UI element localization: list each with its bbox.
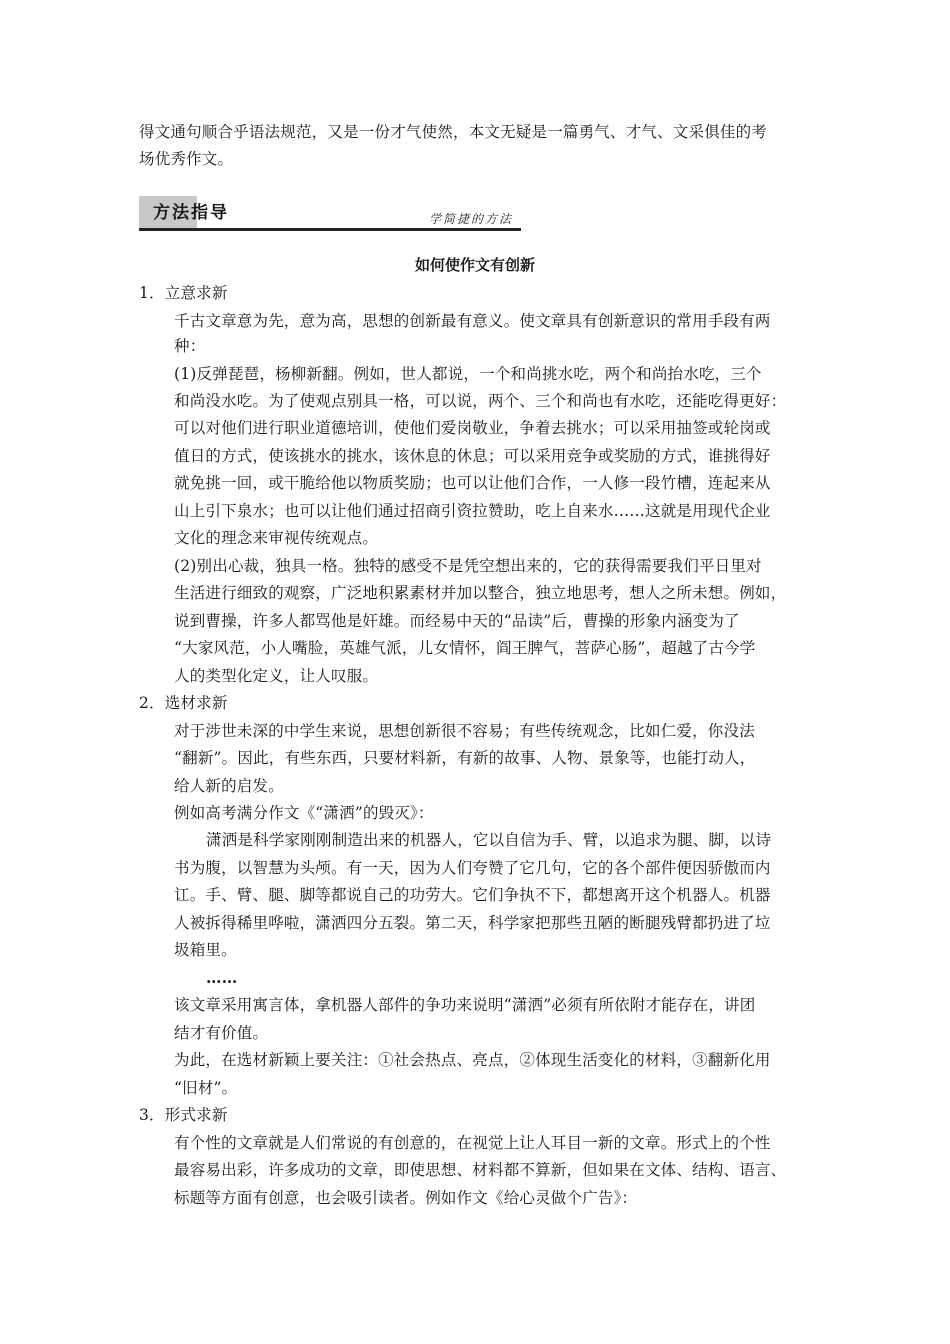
paragraph-line: 给人新的启发。 [174, 777, 284, 795]
intro-line: 场优秀作文。 [139, 150, 234, 168]
paragraph-line: 说到曹操，许多人都骂他是奸雄。而经易中天的“品读”后，曹操的形象内涵变为了 [174, 612, 740, 630]
paragraph-line: “翻新”。因此，有些东西，只要材料新，有新的故事、人物、景象等，也能打动人， [174, 749, 756, 767]
paragraph-line: (1)反弹琵琶，杨柳新翻。例如，世人都说，一个和尚挑水吃，两个和尚抬水吃，三个 [174, 365, 762, 383]
paragraph-line: 最容易出彩，许多成功的文章，即使思想、材料都不算新，但如果在文体、结构、语言、 [174, 1161, 787, 1179]
paragraph-line: 千古文章意为先，意为高，思想的创新最有意义。使文章具有创新意识的常用手段有两 [174, 312, 771, 330]
paragraph-line: 该文章采用寓言体，拿机器人部件的争功来说明“潇洒”必须有所依附才能存在，讲团 [174, 996, 756, 1014]
heading-3: 3．形式求新 [139, 1106, 228, 1124]
quote-line: 人被拆得稀里哗啦，潇洒四分五裂。第二天，科学家把那些丑陋的断腿残臂都扔进了垃 [174, 914, 771, 932]
intro-line: 得文通句顺合乎语法规范，又是一份才气使然，本文无疑是一篇勇气、才气、文采俱佳的考 [139, 123, 768, 141]
paragraph-line: “旧材”。 [174, 1079, 238, 1097]
section-divider [139, 228, 521, 231]
ellipsis: …… [206, 968, 238, 987]
paragraph-line: 为此，在选材新颖上要关注：①社会热点、亮点，②体现生活变化的材料，③翻新化用 [174, 1051, 771, 1069]
heading-2: 2．选材求新 [139, 694, 228, 712]
paragraph-line: 对于涉世未深的中学生来说，思想创新很不容易；有些传统观念，比如仁爱，你没法 [174, 722, 755, 740]
article-title: 如何使作文有创新 [414, 256, 535, 274]
quote-line: 讧。手、臂、腿、脚等都说自己的功劳大。它们争执不下，都想离开这个机器人。机器 [174, 886, 771, 904]
paragraph-line: 就免挑一回，或干脆给他以物质奖励；也可以让他们合作，一人修一段竹槽，连起来从 [174, 474, 771, 492]
section-title: 方法指导 [153, 203, 229, 223]
paragraph-line: (2)别出心裁，独具一格。独特的感受不是凭空想出来的，它的获得需要我们平日里对 [174, 557, 762, 575]
heading-1: 1．立意求新 [139, 284, 228, 302]
paragraph-line: 人的类型化定义，让人叹服。 [174, 667, 379, 685]
paragraph-line: 标题等方面有创意，也会吸引读者。例如作文《给心灵做个广告》： [174, 1189, 638, 1207]
quote-line: 潇洒是科学家刚刚制造出来的机器人，它以自信为手、臂，以追求为腿、脚，以诗 [206, 831, 772, 849]
section-header [139, 196, 521, 232]
quote-line: 圾箱里。 [174, 941, 237, 959]
paragraph-line: 值日的方式，使该挑水的挑水，该休息的休息；可以采用竞争或奖励的方式，谁挑得好 [174, 447, 771, 465]
paragraph-line: “大家风范，小人嘴脸，英雄气派，儿女情怀，阎王脾气，菩萨心肠”，超越了古今学 [174, 639, 756, 657]
paragraph-line: 和尚没水吃。为了使观点别具一格，可以说，两个、三个和尚也有水吃，还能吃得更好： [174, 392, 787, 410]
section-subtitle: 学简捷的方法 [429, 212, 514, 226]
paragraph-line: 有个性的文章就是人们常说的有创意的，在视觉上让人耳目一新的文章。形式上的个性 [174, 1134, 771, 1152]
paragraph-line: 种： [174, 337, 206, 355]
paragraph-line: 文化的理念来审视传统观点。 [174, 529, 379, 547]
paragraph-line: 结才有价值。 [174, 1024, 269, 1042]
paragraph-line: 山上引下泉水；也可以让他们通过招商引资拉赞助，吃上自来水……这就是用现代企业 [174, 502, 771, 520]
paragraph-line: 生活进行细致的观察，广泛地积累素材并加以整合，独立地思考，想人之所未想。例如， [174, 584, 787, 602]
paragraph-line: 例如高考满分作文《“潇洒”的毁灭》： [174, 804, 434, 822]
paragraph-line: 可以对他们进行职业道德培训，使他们爱岗敬业，争着去挑水；可以采用抽签或轮岗或 [174, 419, 771, 437]
quote-line: 书为腹，以智慧为头颅。有一天，因为人们夸赞了它几句，它的各个部件便因骄傲而内 [174, 859, 771, 877]
